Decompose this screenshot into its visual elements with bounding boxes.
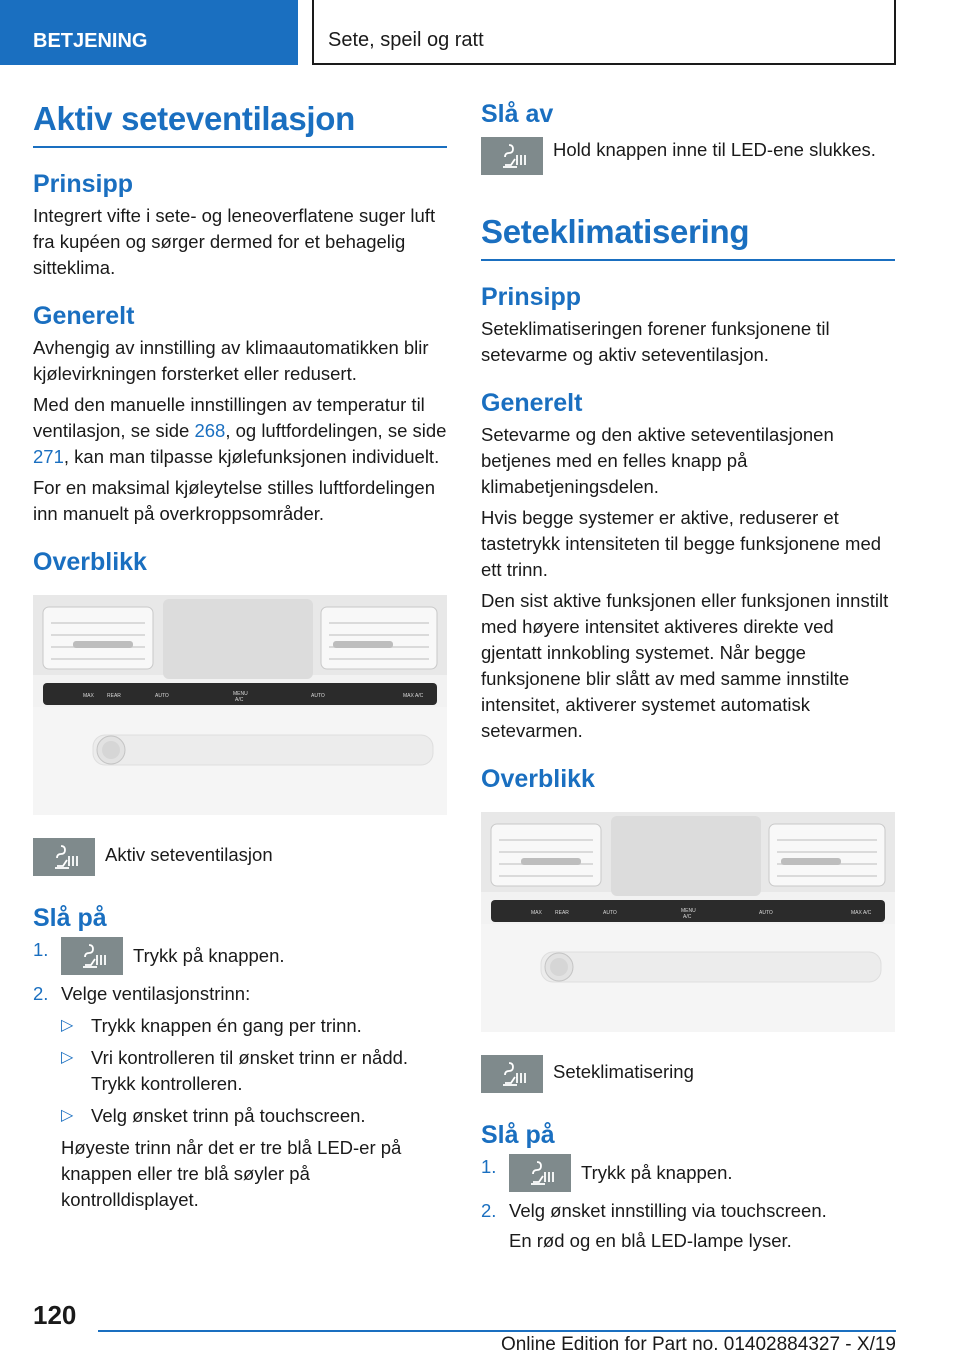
chapter-tab <box>312 0 896 65</box>
climate-panel-photo-right <box>481 812 895 1032</box>
list-item: ▷ Velg ønsket trinn på touchscreen. <box>61 1103 447 1129</box>
heading-overblikk: Overblikk <box>33 548 147 576</box>
panel-label-max-ac: MAX A/C <box>851 910 872 916</box>
generelt-p1: Avhengig av innstilling av klimaautomatikken blir kjølevirkningen forsterket eller redusert. <box>33 337 429 384</box>
slaa-av-text: Hold knappen inne til LED-ene slukkes. <box>553 139 876 160</box>
page-number: 120 <box>33 1300 77 1330</box>
footer-divider <box>98 1330 896 1332</box>
heading-slaa-paa-left: Slå på <box>33 904 107 932</box>
heading-prinsipp: Prinsipp <box>33 170 134 198</box>
panel-label-auto-left: AUTO <box>155 693 169 699</box>
right-column <box>481 100 895 1260</box>
panel-label-auto-right: AUTO <box>311 693 325 699</box>
seat-climate-icon <box>481 1055 543 1093</box>
heading-generelt: Generelt <box>33 302 135 330</box>
generelt-right-p1: Setevarme og den aktive seteventilasjonen betjenes med en felles knapp på klimabetjeningsdelen. <box>481 424 834 497</box>
heading-prinsipp-right: Prinsipp <box>481 283 582 311</box>
caption-ventilation <box>33 838 447 876</box>
left-column <box>33 100 447 1219</box>
list-item: ▷ Trykk knappen én gang per trinn. <box>61 1013 447 1039</box>
panel-label-auto-left: AUTO <box>603 910 617 916</box>
steps-list-left <box>33 937 447 1213</box>
panel-label-rear: REAR <box>107 693 121 699</box>
section-tab <box>0 0 298 65</box>
page-link-268[interactable]: 268 <box>194 420 226 441</box>
step2-extra: En rød og en blå LED-lampe lyser. <box>509 1230 792 1251</box>
page-title-ventilation: Aktiv seteventilasjon <box>33 100 447 148</box>
list-item: 1. Trykk på knappen. <box>481 1154 895 1192</box>
heading-overblikk-right: Overblikk <box>481 765 595 793</box>
section-title: BETJENING <box>33 30 148 52</box>
panel-label-ac: A/C <box>683 914 692 920</box>
caption-text: Aktiv seteventilasjon <box>105 844 273 865</box>
list-item: ▷ Vri kontrolleren til ønsket trinn er nådd. Trykk kontrolleren. <box>61 1047 409 1094</box>
list-item: 2. Velg ønsket innstilling via touchscreen. En rød og en blå LED-lampe lyser. <box>481 1198 895 1254</box>
seat-ventilation-icon <box>33 838 95 876</box>
page-link-271[interactable]: 271 <box>33 446 64 467</box>
seat-climate-button-icon <box>509 1154 571 1192</box>
heading-slaa-paa-right: Slå på <box>481 1121 555 1149</box>
chapter-title: Sete, speil og ratt <box>328 29 484 51</box>
panel-label-menu: MENU <box>233 691 248 697</box>
caption-text-right: Seteklimatisering <box>553 1061 694 1082</box>
sub-list <box>61 1013 447 1129</box>
steps-list-right <box>481 1154 895 1254</box>
generelt-right-p3: Den sist aktive funksjonen eller funksjonen innstilt med høyere intensitet aktiveres direkte ved gjentatt innkobling systemet. Når begge funksjonene blir slått av med samme innstilte intensitet, aktiverer systemet automatisk setevarmen. <box>481 590 889 741</box>
seat-ventilation-button-icon <box>61 937 123 975</box>
panel-label-ac: A/C <box>235 697 244 703</box>
prinsipp-text-right: Seteklimatiseringen forener funksjonene til setevarme og aktiv seteventilasjon. <box>481 318 830 365</box>
climate-panel-photo <box>33 595 447 815</box>
step2-note: Høyeste trinn når det er tre blå LED-er på knappen eller tre blå søyler på kontrolldisplayet. <box>61 1137 402 1210</box>
page-title-climate: Seteklimatisering <box>481 213 895 261</box>
triangle-bullet-icon: ▷ <box>61 1017 74 1034</box>
list-item: 2. Velge ventilasjonstrinn: ▷ Trykk knappen én gang per trinn. ▷ Vri kontrolleren til ønsket trinn er nådd. Trykk kontrolleren. ▷ Velg ønsket trinn på touchscreen. Høyeste trinn når det er tre blå LED-er på knappen eller tre blå søyler på kontrolldisplayet. <box>33 981 447 1213</box>
triangle-bullet-icon: ▷ <box>61 1049 74 1066</box>
panel-label-max-ac: MAX A/C <box>403 693 424 699</box>
panel-label-auto-right: AUTO <box>759 910 773 916</box>
triangle-bullet-icon: ▷ <box>61 1107 74 1124</box>
caption-climate <box>481 1055 895 1093</box>
generelt-p3: For en maksimal kjøleytelse stilles luftfordelingen inn manuelt på overkroppsområder. <box>33 477 436 524</box>
footer-edition: Online Edition for Part no. 01402884327 - X/19 <box>500 1334 896 1355</box>
prinsipp-text: Integrert vifte i sete- og leneoverflatene suger luft fra kupéen og sørger dermed for et behagelig sitteklima. <box>33 205 436 278</box>
heading-slaa-av: Slå av <box>481 100 554 128</box>
slaa-av-row <box>481 137 895 175</box>
panel-label-max: MAX <box>531 910 542 916</box>
list-item: 1. Trykk på knappen. <box>33 937 447 975</box>
generelt-right-p2: Hvis begge systemer er aktive, reduserer et tastetrykk intensiteten til begge funksjonene med ett trinn. <box>481 507 882 580</box>
panel-label-rear: REAR <box>555 910 569 916</box>
generelt-p2: Med den manuelle innstillingen av temperatur til ventilasjon, se side 268, og luftfordelingen, se side 271, kan man tilpasse kjølefunksjonen individuelt. <box>33 394 447 467</box>
seat-ventilation-icon <box>481 137 543 175</box>
heading-generelt-right: Generelt <box>481 389 583 417</box>
panel-label-menu: MENU <box>681 908 696 914</box>
panel-label-max: MAX <box>83 693 94 699</box>
